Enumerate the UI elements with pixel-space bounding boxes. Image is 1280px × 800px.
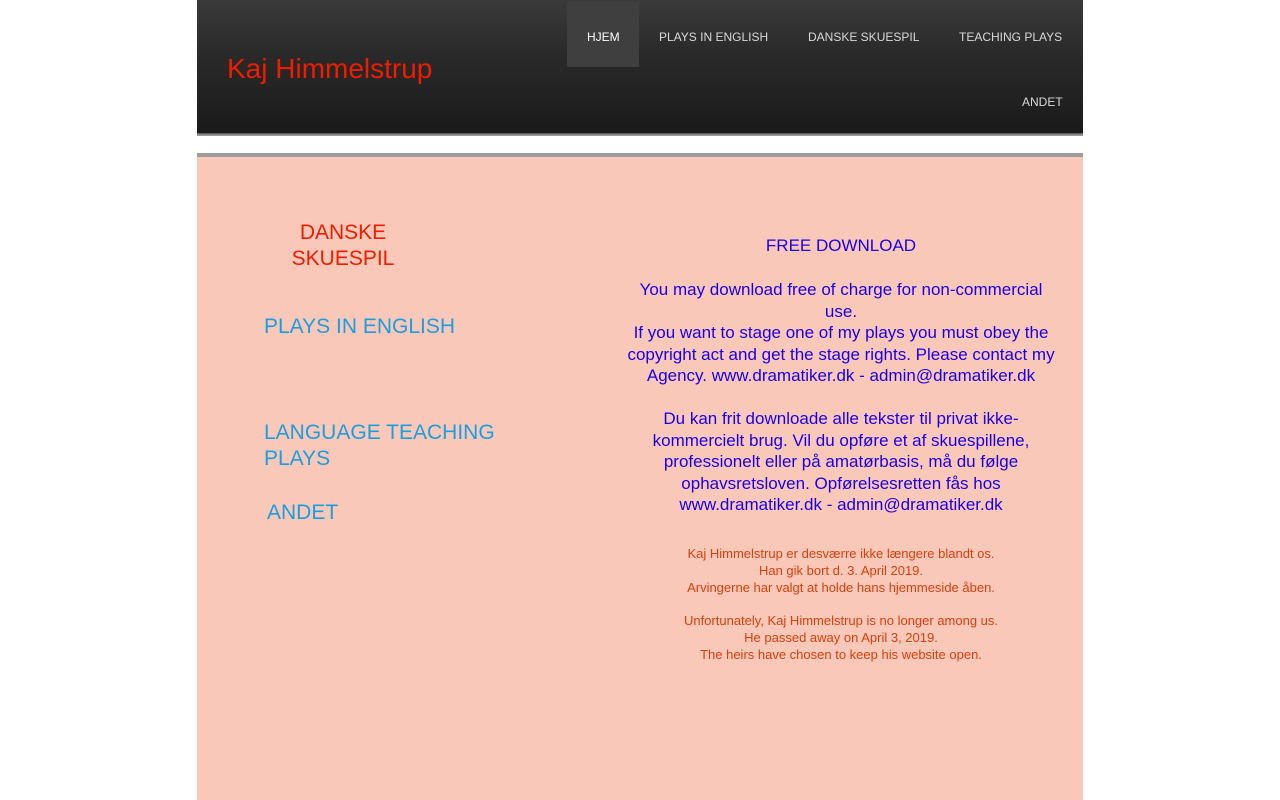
site-container: [197, 0, 1083, 800]
english-line: use.: [824, 301, 858, 321]
notice-line: Arvingerne har valgt at holde hans hjemmeside åben.: [687, 580, 995, 595]
notice-line: He passed away on April 3, 2019.: [744, 630, 938, 645]
sidebar-link-andet[interactable]: ANDET: [267, 501, 339, 524]
notice-line: Kaj Himmelstrup er desværre ikke længere blandt os.: [687, 546, 995, 561]
sidebar-link-plays-in-english[interactable]: PLAYS IN ENGLISH: [264, 315, 456, 338]
english-agency-line[interactable]: Agency. www.dramatiker.dk - admin@dramatiker.dk: [646, 366, 1036, 386]
danish-line: professionelt eller på amatørbasis, må du følge: [663, 452, 1019, 472]
nav-item-plays-in-english[interactable]: PLAYS IN ENGLISH: [659, 30, 769, 44]
free-download-section: [601, 235, 1081, 256]
header: [197, 0, 1083, 133]
nav-item-danske-skuespil[interactable]: DANSKE SKUESPIL: [808, 30, 920, 44]
notice-line: Han gik bort d. 3. April 2019.: [758, 563, 924, 578]
danish-line: ophavsretsloven. Opførelsesretten fås hos: [681, 473, 1001, 493]
sidebar-language-line1: LANGUAGE TEACHING: [264, 421, 495, 444]
english-line: You may download free of charge for non-commercial: [639, 280, 1043, 299]
nav-item-andet[interactable]: ANDET: [1022, 95, 1063, 109]
danish-agency-line[interactable]: www.dramatiker.dk - admin@dramatiker.dk: [679, 495, 1003, 515]
memorial-notice-danish: [601, 545, 1081, 596]
sidebar-link-language-teaching-plays[interactable]: [264, 420, 495, 472]
notice-line: Unfortunately, Kaj Himmelstrup is no longer among us.: [683, 613, 999, 628]
sidebar-language-line2: PLAYS: [264, 447, 331, 470]
danish-notice: [601, 408, 1081, 516]
header-divider: [197, 133, 1083, 136]
notice-line: The heirs have chosen to keep his website open.: [700, 647, 982, 662]
memorial-notice-english: [601, 612, 1081, 663]
sidebar-link-danske-skuespil[interactable]: [289, 220, 397, 272]
english-notice: [601, 279, 1081, 387]
english-line: copyright act and get the stage rights. Please contact my: [627, 344, 1055, 364]
sidebar-danske-line1: DANSKE: [299, 221, 387, 244]
english-line: If you want to stage one of my plays you must obey the: [633, 323, 1049, 343]
danish-line: Du kan frit downloade alle tekster til privat ikke-: [663, 409, 1019, 428]
site-title[interactable]: Kaj Himmelstrup: [227, 53, 433, 84]
nav-item-teaching-plays[interactable]: TEACHING PLAYS: [959, 30, 1063, 44]
sidebar-danske-line2: SKUESPIL: [291, 247, 395, 270]
free-download-heading: FREE DOWNLOAD: [765, 236, 917, 255]
danish-line: kommercielt brug. Vil du opføre et af skuespillene,: [652, 430, 1030, 450]
content-area: [197, 157, 1083, 800]
nav-item-hjem[interactable]: HJEM: [587, 30, 620, 44]
